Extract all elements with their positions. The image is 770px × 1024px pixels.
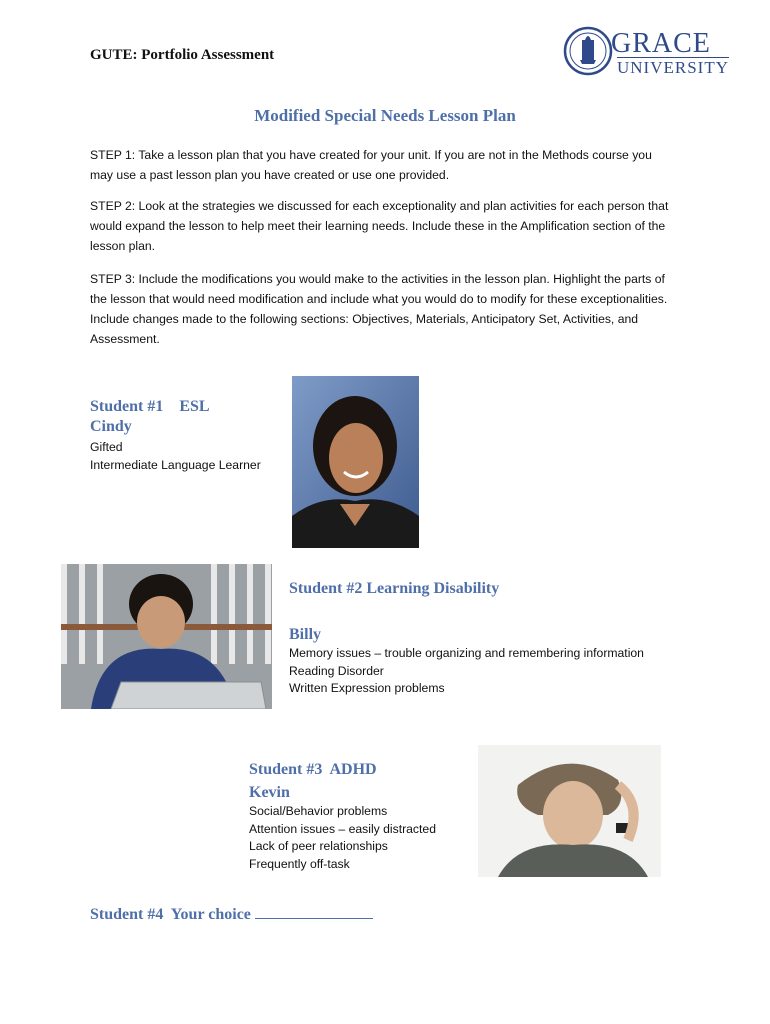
step-2-text: STEP 2: Look at the strategies we discussed for each exceptionality and plan activities for each person that would expand the lesson to help meet their learning needs. Include these in the Amplification section of the lesson plan. bbox=[90, 199, 669, 253]
student-3-photo bbox=[478, 745, 661, 877]
student-3-trait: Lack of peer relationships bbox=[249, 839, 388, 853]
student-4-heading bbox=[90, 904, 373, 925]
step-1-text: STEP 1: Take a lesson plan that you have created for your unit. If you are not in the Methods course you may use a past lesson plan you have created or use one provided. bbox=[90, 148, 652, 182]
student-3-name: Kevin bbox=[249, 784, 290, 801]
grace-university-logo bbox=[563, 26, 729, 80]
student-1-name: Cindy bbox=[90, 418, 132, 435]
student-2-trait: Written Expression problems bbox=[289, 681, 445, 695]
student-1-photo bbox=[292, 376, 419, 548]
logo-text-university: UNIVERSITY bbox=[617, 58, 729, 77]
student-3-trait: Frequently off-task bbox=[249, 856, 350, 871]
student-2-trait: Reading Disorder bbox=[289, 663, 384, 678]
student-3-trait: Attention issues – easily distracted bbox=[249, 821, 436, 836]
step-3-text: STEP 3: Include the modifications you would make to the activities in the lesson plan. Highlight the parts of the lesson that would need modification and include what you would do to modify for these exceptionalities. Include changes made to the following sections: Objectives, Materials, Anticipatory Set, Activities, and Assessment. bbox=[90, 272, 668, 346]
student-4-heading-text: Student #4 Your choice bbox=[90, 906, 251, 923]
student-3-heading: Student #3 ADHD bbox=[249, 761, 377, 778]
student-1-trait: Gifted bbox=[90, 440, 123, 454]
student-1-heading: Student #1 ESL bbox=[90, 398, 210, 415]
student-2-trait: Memory issues – trouble organizing and remembering information bbox=[289, 646, 644, 660]
header-title: GUTE: Portfolio Assessment bbox=[90, 47, 275, 63]
student-2-block bbox=[289, 579, 689, 698]
logo-text-grace: GRACE bbox=[611, 28, 711, 59]
document-title: Modified Special Needs Lesson Plan bbox=[254, 106, 516, 125]
student-3-trait: Social/Behavior problems bbox=[249, 804, 388, 818]
university-seal-icon bbox=[563, 26, 613, 76]
student-3-block bbox=[249, 760, 469, 873]
student-2-heading: Student #2 Learning Disability bbox=[289, 580, 500, 597]
student-2-name: Billy bbox=[289, 626, 322, 643]
student-1-block bbox=[90, 397, 280, 474]
student-1-trait: Intermediate Language Learner bbox=[90, 457, 261, 472]
student-2-photo bbox=[61, 564, 272, 709]
student-4-blank-line bbox=[255, 904, 373, 919]
